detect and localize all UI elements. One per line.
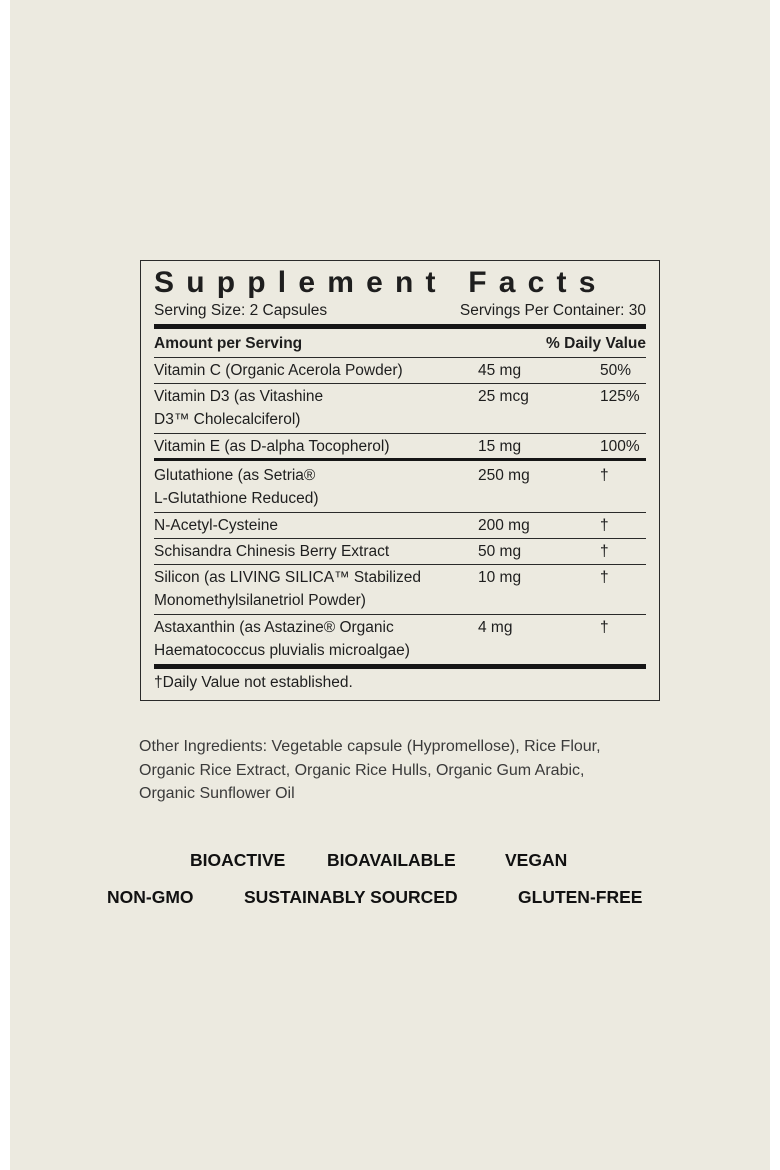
nutrient-name: Vitamin C (Organic Acerola Powder) bbox=[154, 362, 403, 379]
supplement-facts-box bbox=[140, 260, 660, 701]
section-divider bbox=[154, 458, 646, 461]
nutrient-daily-value: 100% bbox=[600, 438, 640, 455]
other-ingredients: Other Ingredients: Vegetable capsule (Hypromellose), Rice Flour, Organic Rice Extract, Organic Rice Hulls, Organic Gum Arabic, Organic Sunflower Oil bbox=[139, 738, 601, 802]
nutrient-amount: 15 mg bbox=[478, 438, 522, 455]
nutrient-daily-value: † bbox=[600, 543, 609, 560]
nutrient-name: Vitamin E (as D-alpha Tocopherol) bbox=[154, 438, 390, 455]
badge-sustainably-sourced: SUSTAINABLY SOURCED bbox=[244, 887, 458, 907]
nutrient-amount: 25 mcg bbox=[478, 388, 529, 405]
nutrient-name: N-Acetyl-Cysteine bbox=[154, 517, 279, 534]
nutrient-name: Vitamin D3 (as Vitashine D3™ Cholecalciferol) bbox=[154, 388, 324, 428]
nutrient-amount: 200 mg bbox=[478, 517, 530, 534]
badge-bioavailable: BIOAVAILABLE bbox=[327, 850, 456, 870]
serving-size: Serving Size: 2 Capsules bbox=[154, 302, 328, 319]
divider bbox=[154, 433, 646, 434]
thick-divider bbox=[154, 324, 646, 329]
divider bbox=[154, 512, 646, 513]
badge-bioactive: BIOACTIVE bbox=[190, 850, 286, 870]
column-header bbox=[154, 334, 646, 354]
facts-title: Supplement Facts bbox=[154, 266, 608, 299]
nutrient-daily-value: † bbox=[600, 517, 609, 534]
divider bbox=[154, 357, 646, 358]
nutrient-amount: 10 mg bbox=[478, 569, 522, 586]
nutrient-daily-value: † bbox=[600, 619, 609, 636]
nutrient-name: Glutathione (as Setria® L-Glutathione Reduced) bbox=[154, 467, 319, 507]
divider bbox=[154, 538, 646, 539]
divider bbox=[154, 383, 646, 384]
nutrient-name: Schisandra Chinesis Berry Extract bbox=[154, 543, 390, 560]
badge-gluten-free: GLUTEN-FREE bbox=[518, 887, 643, 907]
nutrient-name: Silicon (as LIVING SILICA™ Stabilized Monomethylsilanetriol Powder) bbox=[154, 569, 422, 609]
divider bbox=[154, 564, 646, 565]
badge-vegan: VEGAN bbox=[505, 850, 568, 870]
servings-per-container: Servings Per Container: 30 bbox=[459, 302, 646, 319]
thick-divider bbox=[154, 664, 646, 669]
daily-value-header: % Daily Value bbox=[546, 335, 646, 352]
divider bbox=[154, 614, 646, 615]
nutrient-daily-value: 125% bbox=[600, 388, 640, 405]
amount-header: Amount per Serving bbox=[154, 335, 303, 352]
nutrient-daily-value: † bbox=[600, 467, 609, 484]
nutrient-amount: 45 mg bbox=[478, 362, 522, 379]
nutrient-amount: 250 mg bbox=[478, 467, 530, 484]
daily-value-footnote: †Daily Value not established. bbox=[154, 674, 353, 691]
nutrient-name: Astaxanthin (as Astazine® Organic Haematococcus pluvialis microalgae) bbox=[154, 619, 410, 659]
label-panel bbox=[10, 0, 770, 1170]
nutrient-daily-value: 50% bbox=[600, 362, 632, 379]
nutrient-amount: 4 mg bbox=[478, 619, 513, 636]
badge-non-gmo: NON-GMO bbox=[107, 887, 194, 907]
serving-info bbox=[154, 301, 646, 321]
nutrient-daily-value: † bbox=[600, 569, 609, 586]
nutrient-amount: 50 mg bbox=[478, 543, 522, 560]
